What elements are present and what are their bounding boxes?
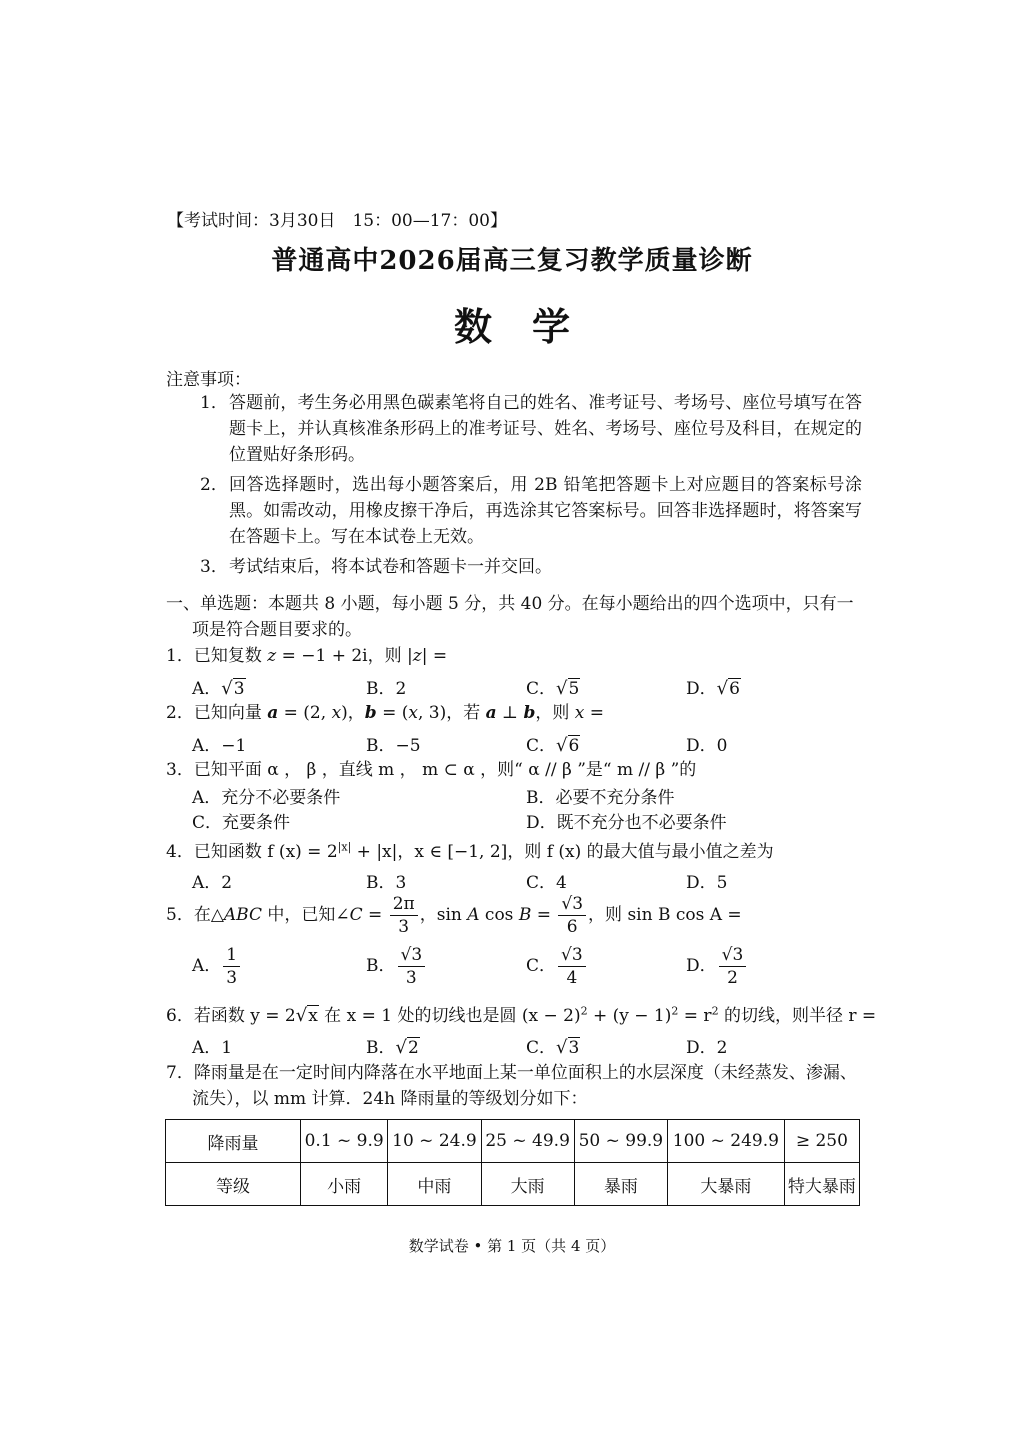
fraction-numerator: √3: [558, 893, 586, 916]
q2-eq: =: [584, 703, 604, 723]
q4-fx: f (x) = 2: [267, 842, 338, 862]
q5-option-c[interactable]: [526, 944, 588, 989]
table-row: [166, 1163, 860, 1206]
q2-x3: x: [574, 703, 585, 723]
table-cell: ≥ 250: [784, 1120, 859, 1163]
question-2-stem: [166, 698, 604, 723]
q1-z2: z: [412, 646, 422, 666]
q1-c-value: 5: [568, 679, 580, 699]
q6-b-value: 2: [407, 1038, 419, 1058]
fraction: [390, 893, 418, 938]
q5-abc: ABC: [223, 905, 262, 925]
q1-option-c[interactable]: [526, 674, 580, 699]
q6-c-label: C．: [526, 1038, 557, 1058]
question-3-stem: 3．已知平面 α ， β ，直线 m ， m ⊂ α ，则“ α // β ”是“ m // β ”的: [166, 760, 697, 780]
q2-vector-b2: b: [523, 703, 536, 723]
q1-a-value: 3: [233, 679, 245, 699]
q2-close: ): [341, 703, 348, 723]
question-7-line2: 流失），以 mm 计算．24h 降雨量的等级划分如下：: [192, 1089, 588, 1109]
q5-c-num: 2π: [390, 893, 418, 916]
q2-option-a[interactable]: A．−1: [192, 736, 247, 756]
q6-c-value: 3: [568, 1038, 580, 1058]
q5-mid2: ，sin: [419, 905, 468, 925]
q4-stem-post: ，则 f (x) 的最大值与最小值之差为: [507, 842, 774, 862]
q6-stem-post: 的切线，则半径 r =: [718, 1006, 877, 1026]
q5-b-num: 3: [411, 945, 423, 965]
q5-d-num: 3: [732, 945, 744, 965]
q1-a-label: A．: [192, 679, 222, 699]
q5-var-a: A: [467, 905, 480, 925]
q1-stem-pre: 1．已知复数: [166, 646, 268, 666]
q5-stem-pre: 5．在△: [166, 905, 224, 925]
q6-sq3: 2: [711, 1004, 719, 1018]
exam-time: 【考试时间：3月30日 15：00—17：00】: [167, 211, 507, 231]
q2-b-expr-pre: = (: [376, 703, 409, 723]
q2-vector-a: a: [267, 703, 279, 723]
q5-d-label: D．: [686, 956, 717, 976]
q6-root: x: [308, 1006, 318, 1026]
sqrt-expr: √5: [556, 678, 580, 699]
q6-stem-mid3: = r: [678, 1006, 712, 1026]
question-7-line1: 7．降雨量是在一定时间内降落在水平地面上某一单位面积上的水层深度（未经蒸发、渗漏、: [166, 1063, 857, 1083]
page-footer: 数学试卷 • 第 1 页（共 4 页）: [408, 1237, 616, 1255]
q6-option-d[interactable]: D．2: [686, 1038, 728, 1058]
fraction: [719, 944, 747, 989]
table-cell: 小雨: [301, 1163, 388, 1206]
q5-c-den2: 4: [566, 968, 578, 988]
q6-sq1: 2: [580, 1004, 588, 1018]
q3-option-d[interactable]: D．既不充分也不必要条件: [526, 813, 727, 833]
sqrt-expr: √3: [556, 1037, 580, 1058]
q1-option-d[interactable]: [686, 674, 741, 699]
notice-item-text: 答题前，考生务必用黑色碳素笔将自己的姓名、准考证号、考场号、座位号填写在答题卡上，并认真核准条形码上的准考证号、姓名、考场号、座位号及科目，在规定的位置贴好条形码。: [229, 393, 862, 465]
subject-title: 数学: [453, 304, 610, 349]
notice-item-number: 2．: [200, 475, 228, 495]
q2-x2: x: [408, 703, 418, 723]
q1-d-label: D．: [686, 679, 717, 699]
q5-c-label: C．: [526, 956, 557, 976]
section-heading: [166, 591, 862, 643]
q4-stem-mid: + |x|，: [351, 842, 415, 862]
q5-c-num: 3: [571, 945, 583, 965]
q5-b-den: 3: [405, 968, 417, 988]
q5-var-b: B: [518, 905, 532, 925]
q3-option-c[interactable]: C．充要条件: [192, 813, 291, 833]
notice-item-number: 1．: [200, 393, 228, 413]
q6-stem-pre: 6．若函数 y = 2: [166, 1006, 296, 1026]
q5-stem-post: ，则 sin B cos A =: [588, 905, 742, 925]
q5-angle-c: C: [349, 905, 363, 925]
q2-a-expr: = (2,: [278, 703, 332, 723]
q5-eq2: =: [531, 905, 557, 925]
q5-option-b[interactable]: [366, 944, 427, 989]
table-cell: 10 ~ 24.9: [388, 1120, 481, 1163]
notice-list: [200, 390, 862, 584]
table-cell: 100 ~ 249.9: [667, 1120, 784, 1163]
q4-stem-pre: 4．已知函数: [166, 842, 268, 862]
q4-option-a[interactable]: A．2: [192, 873, 233, 893]
q5-option-d[interactable]: [686, 944, 748, 989]
q5-a-label: A．: [192, 956, 222, 976]
fraction: [558, 893, 586, 938]
q6-option-a[interactable]: A．1: [192, 1038, 233, 1058]
question-4-stem: [166, 837, 774, 862]
table-cell: 降雨量: [166, 1120, 301, 1163]
q5-c-den: 3: [398, 917, 410, 937]
q4-exponent: |x|: [337, 840, 352, 854]
q5-v-num: 3: [572, 894, 584, 914]
q5-b-label: B．: [366, 956, 396, 976]
fraction-numerator: √3: [398, 944, 426, 967]
q1-d-value: 6: [729, 679, 740, 699]
fraction: [558, 944, 586, 989]
q5-stem-mid: 中，已知∠: [261, 905, 350, 925]
q6-stem-mid: 在 x = 1 处的切线也是圆 (x − 2): [318, 1006, 581, 1026]
q2-b-expr-post: , 3)，若: [417, 703, 486, 723]
q1-stem-eq: = −1 + 2i，则 |: [276, 646, 413, 666]
q1-c-label: C．: [526, 679, 557, 699]
q1-z: z: [267, 646, 277, 666]
q1-option-b[interactable]: B．2: [366, 679, 407, 699]
question-1-stem: [166, 641, 447, 666]
q2-c-label: C．: [526, 736, 557, 756]
table-cell: 25 ~ 49.9: [481, 1120, 574, 1163]
q5-v-den: 6: [566, 917, 578, 937]
q2-sep: ，: [347, 703, 365, 723]
fraction-numerator: √3: [719, 944, 747, 967]
notice-item: [200, 554, 862, 580]
q4-option-d[interactable]: D．5: [686, 873, 728, 893]
table-cell: 特大暴雨: [784, 1163, 859, 1206]
table-row: [166, 1120, 860, 1163]
q2-option-d[interactable]: D．0: [686, 736, 728, 756]
notice-item: [200, 472, 862, 550]
rain-table: [165, 1119, 860, 1206]
table-cell: 暴雨: [574, 1163, 667, 1206]
q5-eq: =: [362, 905, 388, 925]
q6-option-c[interactable]: [526, 1033, 580, 1058]
q6-option-b[interactable]: [366, 1033, 420, 1058]
sqrt-expr: √x: [295, 1005, 318, 1026]
q2-option-c[interactable]: [526, 731, 580, 756]
q2-perp: ⊥: [496, 703, 524, 723]
q5-option-a[interactable]: [192, 944, 242, 989]
page-title: 普通高中2026届高三复习教学质量诊断: [271, 246, 753, 276]
sqrt-expr: √6: [556, 735, 580, 756]
q4-option-b[interactable]: B．3: [366, 873, 407, 893]
question-6-stem: [166, 1001, 876, 1026]
sqrt-expr: √6: [716, 678, 740, 699]
q5-a-num: 1: [223, 944, 240, 967]
q2-c-value: 6: [568, 736, 580, 756]
sqrt-expr: √2: [395, 1037, 419, 1058]
table-cell: 大雨: [481, 1163, 574, 1206]
q5-a-den: 3: [226, 968, 238, 988]
q3-option-b[interactable]: B．必要不充分条件: [526, 788, 675, 808]
q6-sq2: 2: [671, 1004, 679, 1018]
q1-stem-post: | =: [421, 646, 448, 666]
q2-vector-b: b: [364, 703, 377, 723]
table-cell: 50 ~ 99.9: [574, 1120, 667, 1163]
notice-item: [200, 390, 862, 468]
section-heading-text: 一、单选题：本题共 8 小题，每小题 5 分，共 40 分。在每小题给出的四个选项中，只有一项是符合题目要求的。: [166, 594, 854, 640]
sqrt-expr: √3: [221, 678, 245, 699]
q5-d-den: 2: [727, 968, 738, 988]
q6-b-label: B．: [366, 1038, 396, 1058]
q2-then: ，则: [535, 703, 575, 723]
question-5-stem: [166, 893, 742, 938]
table-cell: 等级: [166, 1163, 301, 1206]
q6-stem-mid2: + (y − 1): [587, 1006, 672, 1026]
notice-item-text: 回答选择题时，选出每小题答案后，用 2B 铅笔把答题卡上对应题目的答案标号涂黑。如需改动，用橡皮擦干净后，再选涂其它答案标号。回答非选择题时，将答案写在答题卡上。写在本试卷上无效。: [229, 475, 862, 547]
table-cell: 大暴雨: [667, 1163, 784, 1206]
q2-vector-a2: a: [485, 703, 497, 723]
q2-x: x: [331, 703, 342, 723]
q4-domain: x ∈ [−1, 2]: [414, 842, 508, 862]
notice-item-text: 考试结束后，将本试卷和答题卡一并交回。: [229, 557, 552, 577]
notice-heading: 注意事项：: [166, 370, 251, 390]
fraction-numerator: √3: [558, 944, 586, 967]
fraction: [223, 944, 240, 989]
fraction: [398, 944, 426, 989]
q2-stem-pre: 2．已知向量: [166, 703, 268, 723]
q5-cos: cos: [479, 905, 519, 925]
q2-option-b[interactable]: B．−5: [366, 736, 421, 756]
table-cell: 0.1 ~ 9.9: [301, 1120, 388, 1163]
q3-option-a[interactable]: A．充分不必要条件: [192, 788, 341, 808]
q4-option-c[interactable]: C．4: [526, 873, 567, 893]
q1-option-a[interactable]: [192, 674, 246, 699]
table-cell: 中雨: [388, 1163, 481, 1206]
notice-item-number: 3．: [200, 557, 228, 577]
